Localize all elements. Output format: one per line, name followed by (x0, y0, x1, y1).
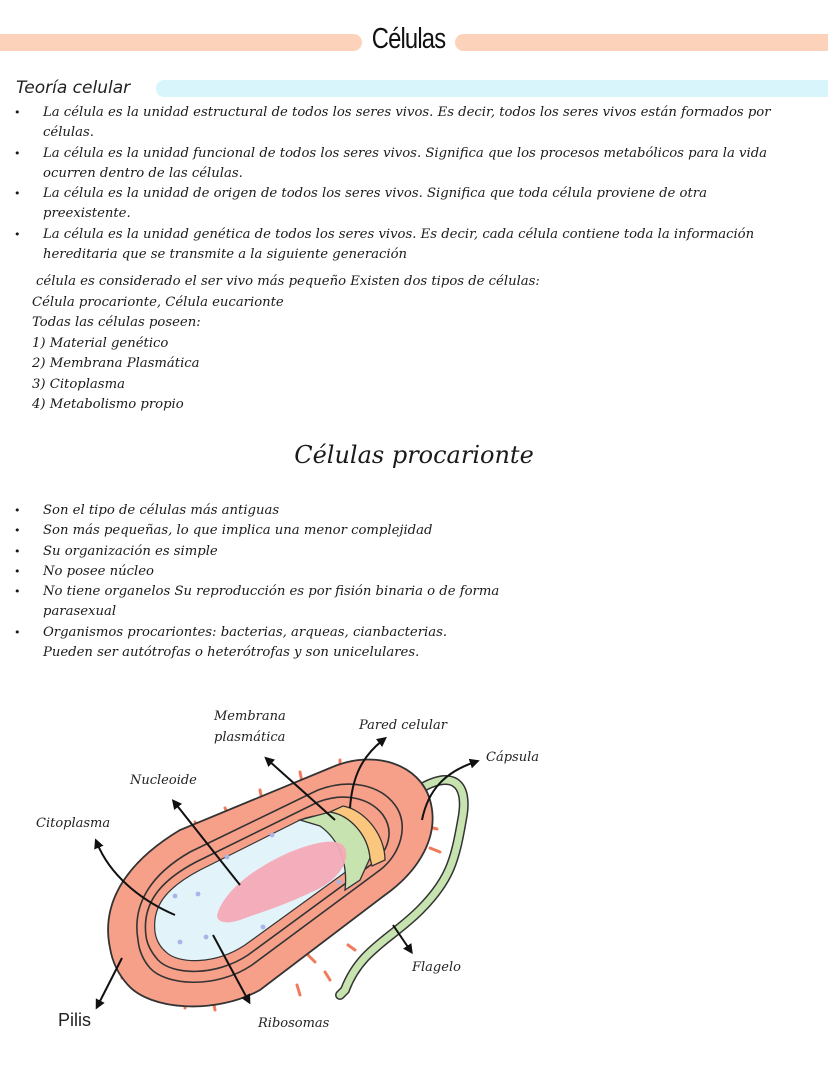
label-plasmatica: plasmática (214, 730, 286, 745)
list-item: • La célula es la unidad estructural de todos los seres vivos. Es decir, todos los seres vivos están formados por células. (0, 103, 790, 144)
title-decor-bar-right (455, 34, 828, 51)
text-line: célula es considerado el ser vivo más pequeño Existen dos tipos de células: (36, 274, 540, 289)
list-item: • Son el tipo de células más antiguas (0, 501, 500, 521)
section-heading-teoria (16, 78, 828, 100)
cell-facts-list (32, 272, 540, 416)
label-pared-celular: Pared celular (359, 718, 447, 733)
text-line: Célula procarionte, Célula eucarionte (32, 294, 284, 310)
section-title: Teoría celular (16, 78, 131, 98)
list-item: • Organismos procariontes: bacterias, arqueas, cianbacterias. Pueden ser autótrofas o heterótrofas y son unicelulares. (0, 623, 500, 664)
label-flagelo: Flagelo (412, 960, 461, 975)
section-decor-bar (156, 80, 828, 97)
list-item: 1) Material genético (32, 335, 169, 351)
theory-bullet-list (0, 103, 790, 265)
label-membrana: Membrana (214, 709, 286, 724)
arrow-pilis (98, 958, 122, 1005)
label-capsula: Cápsula (486, 750, 539, 765)
title-decor-bar-left (0, 34, 362, 51)
list-item: • La célula es la unidad genética de todos los seres vivos. Es decir, cada célula contiene toda la información hereditaria que se transmite a la siguiente generación (0, 225, 790, 266)
label-citoplasma: Citoplasma (36, 816, 111, 831)
section-heading-procarionte (0, 441, 828, 469)
list-item: • Son más pequeñas, lo que implica una menor complejidad (0, 521, 500, 541)
page-title: Células (371, 23, 446, 55)
list-item: • No tiene organelos Su reproducción es por fisión binaria o de forma parasexual (0, 582, 500, 623)
prokaryote-bullet-list (0, 501, 500, 663)
section-title: Células procarionte (294, 441, 534, 469)
list-item: 4) Metabolismo propio (32, 397, 184, 412)
label-ribosomas: Ribosomas (258, 1016, 330, 1031)
list-item: 3) Citoplasma (32, 376, 125, 392)
list-item: 2) Membrana Plasmática (32, 356, 200, 371)
label-nucleoide: Nucleoide (130, 773, 197, 788)
list-item: • La célula es la unidad de origen de todos los seres vivos. Significa que toda célula proviene de otra preexistente. (0, 184, 790, 225)
page-header (0, 23, 828, 57)
text-line: Todas las células poseen: (32, 315, 201, 330)
list-item: • Su organización es simple (0, 542, 500, 562)
label-pilis: Pilis (58, 1010, 92, 1030)
prokaryote-cell-diagram (0, 690, 828, 1060)
list-item: • No posee núcleo (0, 562, 500, 582)
list-item: • La célula es la unidad funcional de todos los seres vivos. Significa que los procesos metabólicos para la vida ocurren dentro de las células. (0, 144, 790, 185)
